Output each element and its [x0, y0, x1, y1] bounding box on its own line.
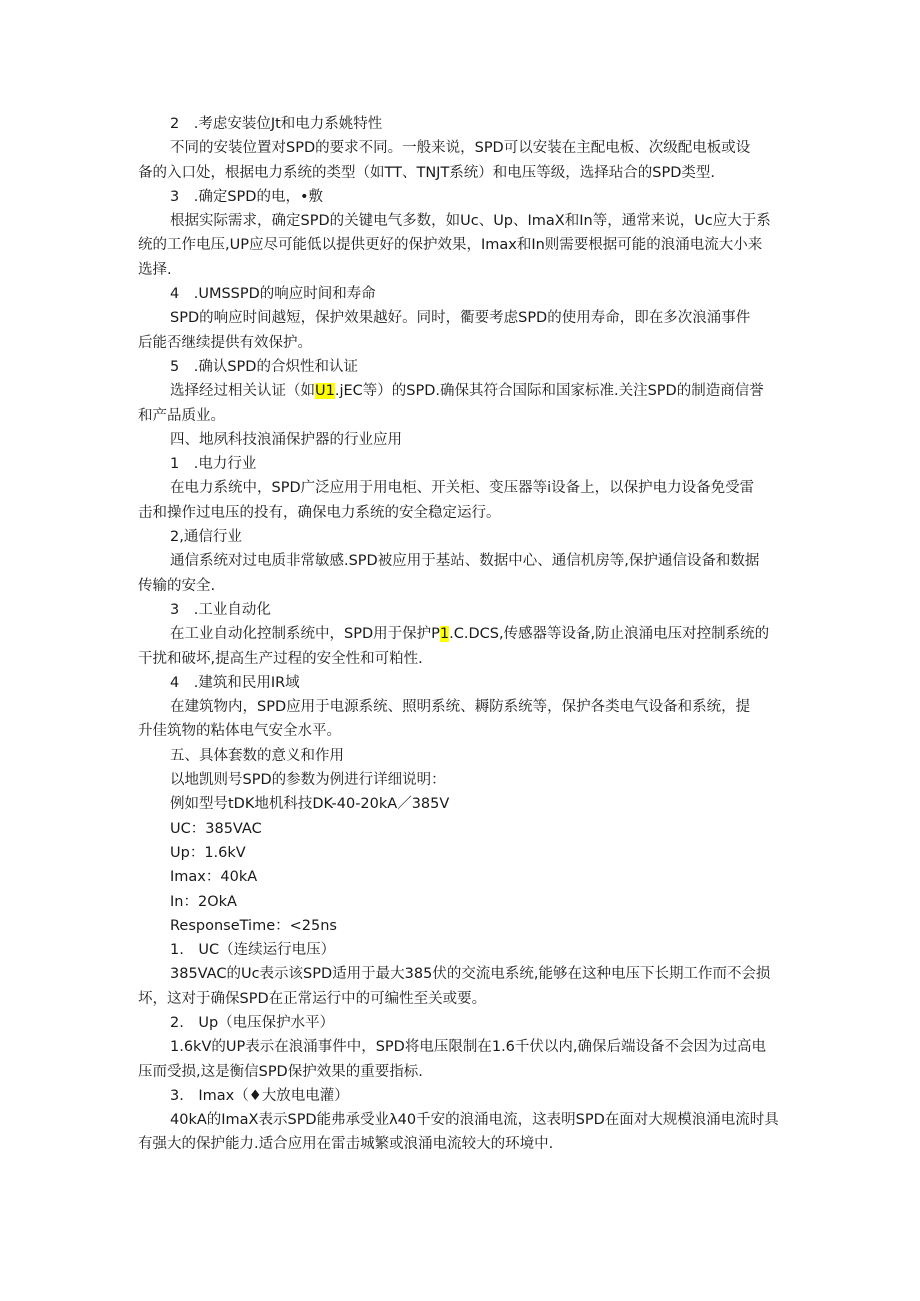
section-heading: 5 .确认SPD的合炽性和认证: [170, 358, 358, 375]
paragraph-line: 根据实际需求，确定SPD的关键电气多数，如Uc、Up、ImaX和In等，通常来说，Uc应大于系: [170, 213, 771, 230]
paragraph-line: SPD的响应时间越短，保护效果越好。同时，衢要考虑SPD的使用寿命，即在多次浪涌事件: [170, 310, 751, 327]
paragraph-line: 在电力系统中，SPD广泛应用于用电柜、开关柜、变压器等i设备上，以保护电力设备免受雷: [170, 480, 755, 497]
paragraph-line: 传输的安全.: [138, 577, 216, 594]
section-heading: 4 .建筑和民用IR域: [170, 674, 300, 691]
paragraph-line: 后能否继续提供有效保护。: [138, 334, 312, 351]
paragraph-line: [138, 622, 788, 646]
section-heading: 3. Imax（♦大放电电灌）: [170, 1087, 349, 1104]
paragraph-line: 385VAC的Uc表示该SPD适用于最大385伏的交流电系统,能够在这种电压下长期工作而不会损: [170, 966, 771, 983]
paragraph-line: 统的工作电压,UP应尽可能低以提供更好的保护效果，Imax和In则需要根据可能的浪涌电流大小来: [138, 237, 763, 254]
section-heading: 2,通信行业: [170, 529, 242, 546]
section-heading: 1 .电力行业: [170, 456, 257, 473]
paragraph-line: 和产品质业。: [138, 407, 225, 424]
paragraph-line: 备的入口处，根据电力系统的类型（如TT、TNJT系统）和电压等级，选择玷合的SPD类型.: [138, 164, 716, 181]
spec-line-response-time: ResponseTime：<25ns: [170, 917, 337, 934]
highlighted-text: U1: [315, 383, 335, 400]
document-body: [138, 112, 788, 1157]
paragraph-line: 坏，这对于确保SPD在正常运行中的可编性至关或要。: [138, 990, 487, 1007]
section-heading: 4 .UMSSPD的响应时间和寿命: [170, 286, 376, 303]
spec-line-in: In：2OkA: [170, 893, 237, 910]
section-heading: 2. Up（电压保护水平）: [170, 1014, 335, 1031]
section-heading: 3 .确定SPD的电，•敷: [170, 188, 323, 205]
paragraph-line: 例如型号tDK地机科技DK-40-20kA／385V: [170, 796, 450, 813]
spec-line-uc: UC：385VAC: [170, 820, 262, 837]
text-run: .jEC等）的SPD.确保其符合国际和国家标准.关注SPD的制造商信誉: [334, 383, 764, 400]
chapter-heading: 四、地夙科技浪涌保护器的行业应用: [170, 431, 402, 448]
paragraph-line: 升佳筑物的粘体电气安全水平。: [138, 723, 341, 740]
spec-line-imax: Imax：40kA: [170, 869, 258, 886]
paragraph-line: 通信系统对过电质非常敏感.SPD被应用于基站、数据中心、通信机房等,保护通信设备和数据: [170, 553, 760, 570]
paragraph-line: 选择.: [138, 261, 172, 278]
text-run: .C.DCS,传感器等设备,防止浪涌电压对控制系统的: [449, 626, 770, 643]
paragraph-line: 在建筑物内，SPD应用于电源系统、照明系统、耨防系统等，保护各类电气设备和系统，提: [170, 699, 751, 716]
paragraph-line: 干扰和破坏,提高生产过程的安全性和可粕性.: [138, 650, 423, 667]
paragraph-line: 击和操作过电压的投有，确保电力系统的安全稳定运行。: [138, 504, 501, 521]
section-heading: 1. UC（连续运行电压）: [170, 942, 336, 959]
spec-line-up: Up：1.6kV: [170, 844, 246, 861]
highlighted-text: 1: [439, 626, 450, 643]
paragraph-line: 1.6kV的UP表示在浪涌事件中，SPD将电压限制在1.6千伏以内,确保后端设备不会因为过高电: [170, 1039, 767, 1056]
paragraph-line: 压而受损,这是衡信SPD保护效果的重要指标.: [138, 1063, 423, 1080]
section-heading: 2 .考虑安装位Jt和电力系姚特性: [170, 116, 383, 132]
paragraph-line: [138, 379, 788, 403]
text-run: P: [431, 626, 440, 643]
chapter-heading: 五、具体套数的意义和作用: [170, 747, 344, 764]
section-heading: 3 .工业自动化: [170, 601, 271, 618]
paragraph-line: 40kA的ImaX表示SPD能弗承受业λ40千安的浪涌电流，这表明SPD在面对大规模浪涌电流时具: [170, 1112, 779, 1129]
text-run: 选择经过相关认证（如: [170, 383, 315, 400]
paragraph-line: 不同的安装位置对SPD的要求不同。一般来说，SPD可以安装在主配电板、次级配电板或设: [170, 140, 751, 157]
paragraph-line: 以地凯则号SPD的参数为例进行详细说明：: [170, 772, 446, 789]
text-run: 在工业自动化控制系统中，SPD用于保护: [170, 626, 432, 643]
paragraph-line: 有强大的保护能力.适合应用在雷击城繁或浪涌电流较大的环境中.: [138, 1136, 554, 1153]
